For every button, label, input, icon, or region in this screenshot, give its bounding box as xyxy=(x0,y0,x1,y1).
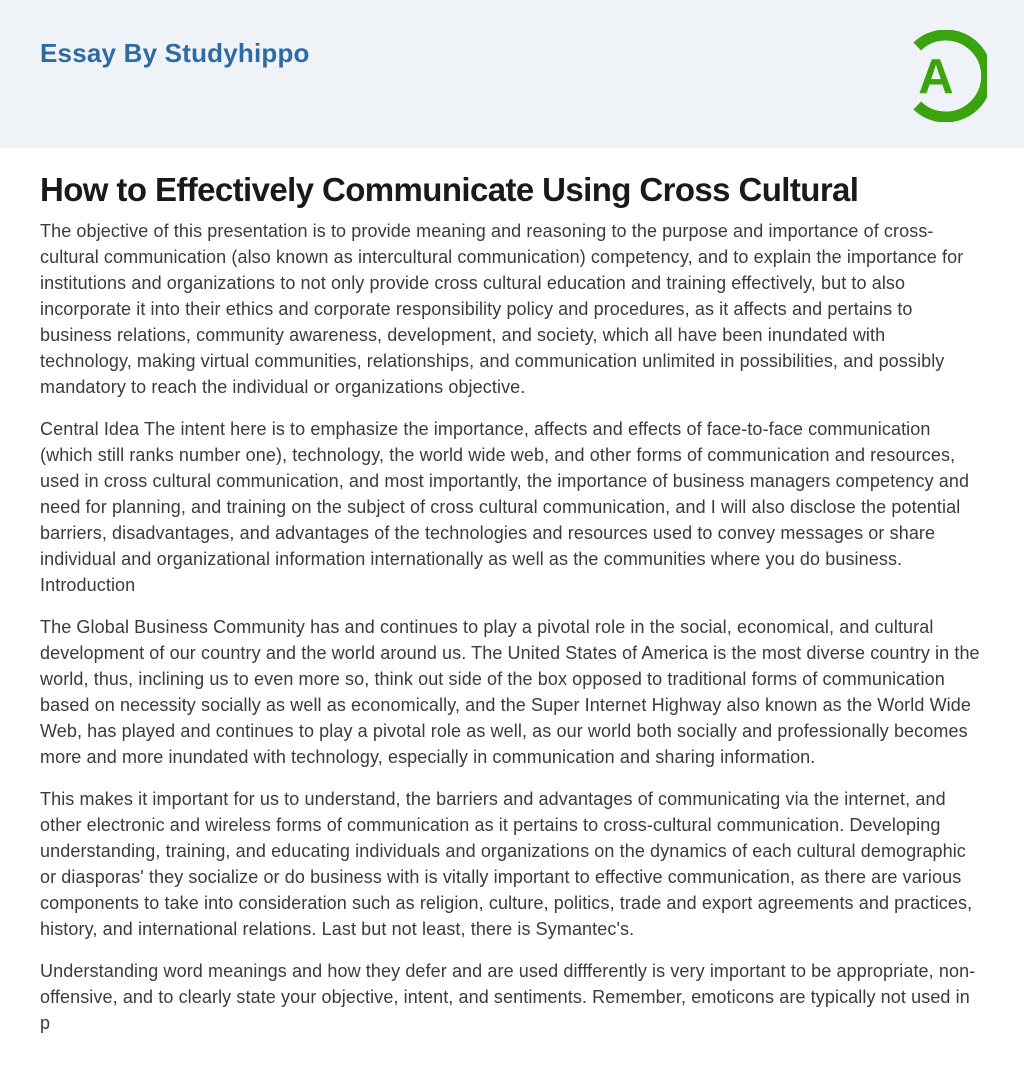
header-text-block xyxy=(40,38,310,78)
essay-content xyxy=(0,171,1024,1082)
logo-arc-icon xyxy=(895,30,987,122)
essay-paragraph-5: Understanding word meanings and how they defer and are used diffferently is very important to be appropriate, non-offensive, and to clearly state your objective, intent, and sentiments. Remember, emoticons are typically not used in p xyxy=(40,961,976,1033)
essay-paragraph-4: This makes it important for us to understand, the barriers and advantages of communicating via the internet, and other electronic and wireless forms of communication as it pertains to cross-cultural communication. Developing understanding, training, and educating individuals and organizations on the dynamics of each cultural demographic or diasporas' they socialize or do business with is vitally important to effective communication, as there are various components to take into consideration such as religion, culture, politics, trade and export agreements and practices, history, and international relations. Last but not least, there is Symantec's. xyxy=(40,789,973,939)
essay-paragraph-2: Central Idea The intent here is to emphasize the importance, affects and effects of face-to-face communication (which still ranks number one), technology, the world wide web, and other forms of communication and resources, used in cross cultural communication, and most importantly, the importance of business managers competency and need for planning, and training on the subject of cross cultural communication, and I will also disclose the potential barriers, disadvantages, and advantages of the technologies and resources used to convey messages or share individual and organizational information internationally as well as the communities where you do business. Introduction xyxy=(40,419,970,595)
essay-paragraph-3: The Global Business Community has and continues to play a pivotal role in the social, economical, and cultural development of our country and the world around us. The United States of America is the most diverse country in the world, thus, inclining us to even more so, think out side of the box opposed to traditional forms of communication based on necessity socially as well as economically, and the Super Internet Highway also known as the World Wide Web, has played and continues to play a pivotal role as well, as our world both socially and professionally becomes more and more inundated with technology, especially in communication and sharing information. xyxy=(40,617,980,767)
essay-title: How to Effectively Communicate Using Cross Cultural xyxy=(40,171,859,208)
essay-paragraph-1: The objective of this presentation is to provide meaning and reasoning to the purpose and importance of cross-cultural communication (also known as intercultural communication) competency, and to explain the importance for institutions and organizations to not only provide cross cultural education and training effectively, but to also incorporate it into their ethics and corporate responsibility policy and procedures, as it affects and pertains to business relations, community awareness, development, and society, which all have been inundated with technology, making virtual communities, relationships, and communication unlimited in possibilities, and possibly mandatory to reach the individual or organizations objective. xyxy=(40,221,964,397)
studyhippo-logo xyxy=(895,30,987,122)
logo-letter: A xyxy=(918,50,954,104)
brand-title: Essay By Studyhippo xyxy=(40,38,310,68)
page-header xyxy=(0,0,1024,148)
